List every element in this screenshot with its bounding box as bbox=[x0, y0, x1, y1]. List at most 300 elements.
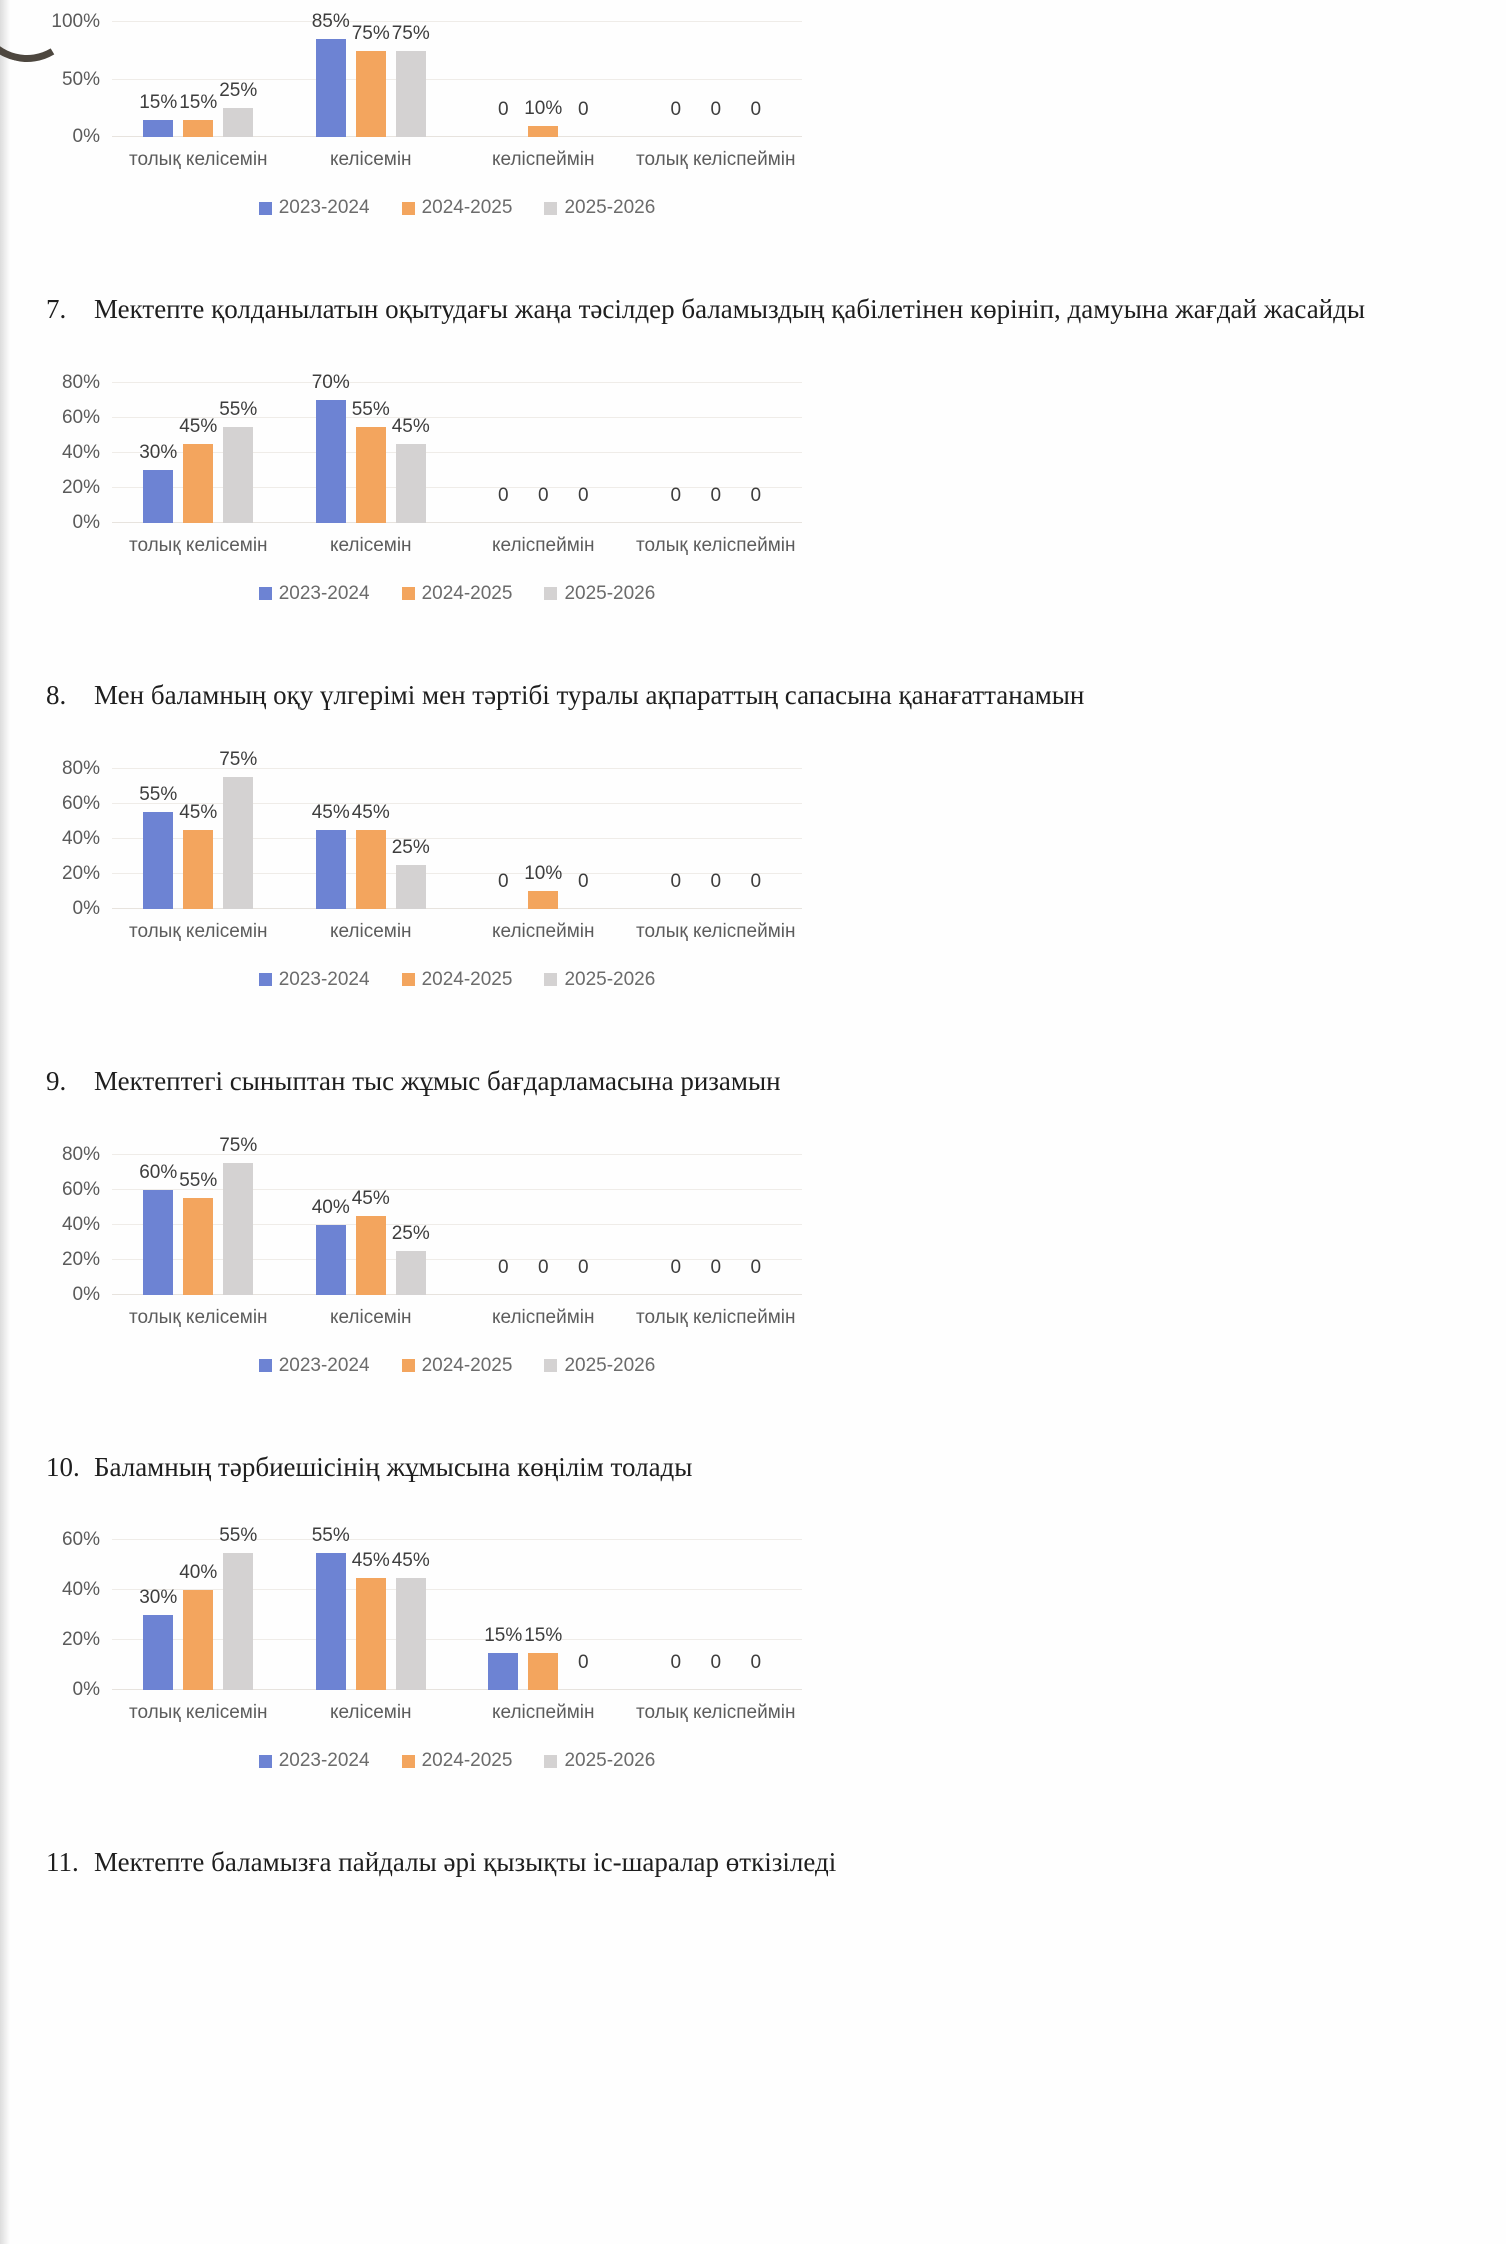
chart-block-question-9 bbox=[42, 1135, 1506, 1377]
plot-area bbox=[112, 11, 802, 137]
bar-series-2023-2024 bbox=[143, 120, 173, 137]
bar-slot bbox=[661, 1155, 691, 1295]
bar-value-label: 0 bbox=[577, 870, 589, 892]
plot-area bbox=[112, 1135, 802, 1295]
chart-legend bbox=[112, 1750, 802, 1772]
legend-marker bbox=[402, 202, 415, 215]
bar-value-label: 0 bbox=[710, 99, 722, 120]
bar-value-label: 70% bbox=[311, 372, 350, 394]
category-label: толық келісемін bbox=[128, 920, 268, 942]
category-label: келіспеймін bbox=[491, 1702, 595, 1724]
y-tick-label: 40% bbox=[61, 441, 100, 463]
category-group bbox=[285, 1155, 458, 1295]
bar-series-2024-2025 bbox=[356, 1578, 386, 1691]
y-tick-label: 40% bbox=[61, 827, 100, 849]
legend-item bbox=[544, 1750, 655, 1772]
y-tick-label: 20% bbox=[61, 862, 100, 884]
legend-marker bbox=[402, 1755, 415, 1768]
bar-value-label: 0 bbox=[537, 1256, 549, 1278]
chart-block-question-10 bbox=[42, 1524, 1506, 1772]
chart-legend bbox=[112, 969, 802, 991]
y-tick-label: 60% bbox=[61, 792, 100, 814]
question-number: 8. bbox=[46, 679, 67, 710]
y-tick-label: 100% bbox=[51, 11, 100, 32]
legend-label: 2024-2025 bbox=[421, 1750, 513, 1772]
bar-value-label: 45% bbox=[179, 801, 218, 823]
bar-slot bbox=[488, 383, 518, 523]
y-axis bbox=[42, 757, 112, 919]
legend-marker bbox=[544, 202, 557, 215]
bar-slot bbox=[219, 22, 258, 137]
legend-marker bbox=[544, 1755, 557, 1768]
bar-series-2025-2026 bbox=[223, 1553, 253, 1691]
y-tick-label: 60% bbox=[61, 406, 100, 428]
bar-value-label: 15% bbox=[179, 91, 218, 113]
bar-series-2024-2025 bbox=[528, 1653, 558, 1691]
chart-plot-row bbox=[42, 749, 1506, 919]
legend-label: 2025-2026 bbox=[564, 968, 656, 990]
bar-value-label: 0 bbox=[750, 484, 762, 506]
legend-label: 2024-2025 bbox=[421, 1354, 513, 1376]
bar-slot bbox=[219, 383, 258, 523]
bar-slot bbox=[568, 22, 598, 137]
legend-marker bbox=[402, 973, 415, 986]
bar-series-2024-2025 bbox=[183, 444, 213, 523]
bar-slot bbox=[528, 383, 558, 523]
bar-value-label: 40% bbox=[179, 1562, 218, 1584]
bar-value-label: 0 bbox=[670, 870, 682, 892]
bar-groups bbox=[112, 1524, 802, 1690]
bar-value-label: 0 bbox=[670, 1256, 682, 1278]
legend-label: 2024-2025 bbox=[421, 582, 513, 604]
category-label: келісемін bbox=[329, 920, 412, 942]
chart-block-question-6 bbox=[42, 11, 1506, 219]
category-label: келіспеймін bbox=[491, 149, 595, 170]
bar-slot bbox=[139, 383, 178, 523]
bar-slot bbox=[139, 22, 178, 137]
category-group bbox=[112, 383, 285, 523]
bar-value-label: 0 bbox=[670, 1652, 682, 1674]
bar-slot bbox=[661, 383, 691, 523]
bar-series-2025-2026 bbox=[396, 865, 426, 909]
category-group bbox=[630, 769, 803, 909]
bar-slot bbox=[701, 769, 731, 909]
bar-slot bbox=[391, 22, 430, 137]
legend-item bbox=[402, 1355, 513, 1377]
bar-value-label: 55% bbox=[179, 1170, 218, 1192]
legend-item bbox=[402, 969, 513, 991]
bar-slot bbox=[311, 1155, 350, 1295]
category-group bbox=[112, 1135, 285, 1295]
bar-slot bbox=[351, 1155, 390, 1295]
bar-value-label: 0 bbox=[497, 484, 509, 506]
bar-slot bbox=[351, 22, 390, 137]
question-number: 10. bbox=[46, 1451, 80, 1482]
category-labels bbox=[112, 149, 802, 171]
plot-area bbox=[112, 1524, 802, 1690]
legend-label: 2023-2024 bbox=[278, 1750, 370, 1772]
bar-slot bbox=[524, 769, 563, 909]
bar-value-label: 0 bbox=[670, 484, 682, 506]
bar-series-2023-2024 bbox=[143, 1615, 173, 1690]
category-labels bbox=[112, 1702, 802, 1724]
legend-marker bbox=[402, 1359, 415, 1372]
bar-series-2024-2025 bbox=[356, 51, 386, 137]
legend-item bbox=[402, 583, 513, 605]
bar-value-label: 55% bbox=[139, 784, 178, 806]
bar-value-label: 0 bbox=[710, 1652, 722, 1674]
legend-label: 2025-2026 bbox=[564, 1750, 656, 1772]
bar-slot bbox=[488, 769, 518, 909]
legend-item bbox=[402, 1750, 513, 1772]
bar-value-label: 40% bbox=[311, 1196, 350, 1218]
chart-plot-row bbox=[42, 371, 1506, 533]
legend-marker bbox=[402, 587, 415, 600]
legend-label: 2025-2026 bbox=[564, 1354, 656, 1376]
question-9 bbox=[46, 1061, 1506, 1103]
question-10 bbox=[46, 1447, 1506, 1489]
bar-value-label: 45% bbox=[391, 1549, 430, 1571]
scan-edge-shadow bbox=[0, 0, 10, 2244]
y-tick-label: 60% bbox=[61, 1529, 100, 1551]
bar-value-label: 0 bbox=[750, 1256, 762, 1278]
bar-series-2023-2024 bbox=[143, 812, 173, 908]
bar-slot bbox=[741, 769, 771, 909]
legend-marker bbox=[259, 973, 272, 986]
category-label: толық келісемін bbox=[128, 534, 268, 556]
bar-slot bbox=[219, 749, 258, 909]
bar-series-2024-2025 bbox=[528, 126, 558, 138]
bar-value-label: 85% bbox=[311, 11, 350, 33]
bar-value-label: 75% bbox=[219, 1135, 258, 1157]
legend-marker bbox=[544, 587, 557, 600]
y-tick-label: 0% bbox=[72, 126, 100, 147]
category-label: келісемін bbox=[329, 534, 412, 556]
legend-item bbox=[259, 583, 370, 605]
chart-legend bbox=[112, 197, 802, 219]
category-label: толық келіспеймін bbox=[636, 1702, 796, 1724]
bar-value-label: 75% bbox=[391, 22, 430, 44]
category-label: толық келіспеймін bbox=[636, 534, 796, 556]
category-group bbox=[112, 749, 285, 909]
question-8 bbox=[46, 675, 1506, 717]
chart-plot-row bbox=[42, 1524, 1506, 1701]
category-group bbox=[630, 1155, 803, 1295]
legend-label: 2025-2026 bbox=[564, 582, 656, 604]
bar-value-label: 15% bbox=[139, 91, 178, 113]
legend-label: 2023-2024 bbox=[278, 582, 370, 604]
category-group bbox=[630, 22, 803, 137]
question-text: Мен баламның оқу үлгерімі мен тәртібі туралы ақпараттың сапасына қанағаттанамын bbox=[94, 679, 1085, 710]
bar-value-label: 10% bbox=[524, 863, 563, 885]
question-text: Мектепте қолданылатын оқытудағы жаңа тәсілдер баламыздың қабілетінен көрініп, дамуына жағдай жасайды bbox=[94, 294, 1366, 324]
bar-value-label: 0 bbox=[710, 1256, 722, 1278]
y-tick-label: 0% bbox=[72, 1679, 100, 1701]
bar-slot bbox=[701, 1540, 731, 1690]
bar-value-label: 45% bbox=[351, 1187, 390, 1209]
bar-value-label: 55% bbox=[219, 1524, 258, 1546]
y-tick-label: 80% bbox=[61, 757, 100, 779]
bar-slot bbox=[701, 22, 731, 137]
y-tick-label: 80% bbox=[61, 1143, 100, 1165]
bar-series-2025-2026 bbox=[396, 1251, 426, 1295]
bar-series-2023-2024 bbox=[488, 1653, 518, 1691]
bar-chart-question-6 bbox=[42, 11, 1506, 219]
bar-slot bbox=[661, 1540, 691, 1690]
category-label: келіспеймін bbox=[491, 1306, 595, 1328]
bar-slot bbox=[351, 383, 390, 523]
bar-value-label: 0 bbox=[750, 99, 762, 120]
category-group bbox=[457, 769, 630, 909]
legend-marker bbox=[259, 202, 272, 215]
bar-value-label: 0 bbox=[670, 99, 682, 120]
bar-value-label: 0 bbox=[537, 484, 549, 506]
plot-area bbox=[112, 372, 802, 523]
category-group bbox=[285, 769, 458, 909]
bar-slot bbox=[741, 383, 771, 523]
chart-block-question-8 bbox=[42, 749, 1506, 991]
legend-marker bbox=[259, 587, 272, 600]
bar-series-2024-2025 bbox=[356, 830, 386, 909]
bar-series-2024-2025 bbox=[183, 120, 213, 137]
bar-series-2023-2024 bbox=[316, 1553, 346, 1691]
bar-value-label: 10% bbox=[524, 97, 563, 119]
y-tick-label: 20% bbox=[61, 1248, 100, 1270]
bar-series-2025-2026 bbox=[223, 108, 253, 137]
bar-value-label: 0 bbox=[710, 870, 722, 892]
chart-legend bbox=[112, 1355, 802, 1377]
category-group bbox=[457, 1540, 630, 1690]
bar-value-label: 55% bbox=[219, 398, 258, 420]
category-label: келісемін bbox=[329, 1702, 412, 1724]
bar-value-label: 0 bbox=[750, 870, 762, 892]
bar-slot bbox=[524, 1540, 563, 1690]
bar-slot bbox=[741, 1540, 771, 1690]
category-label: толық келісемін bbox=[128, 1306, 268, 1328]
bar-value-label: 0 bbox=[577, 1256, 589, 1278]
category-label: толық келісемін bbox=[128, 1702, 268, 1724]
bar-value-label: 75% bbox=[219, 749, 258, 771]
bar-series-2025-2026 bbox=[223, 777, 253, 908]
bar-value-label: 30% bbox=[139, 1587, 178, 1609]
category-group bbox=[112, 22, 285, 137]
bar-slot bbox=[484, 1540, 523, 1690]
chart-plot-row bbox=[42, 1135, 1506, 1305]
bar-slot bbox=[311, 11, 350, 137]
question-number: 11. bbox=[46, 1847, 79, 1878]
y-tick-label: 20% bbox=[61, 476, 100, 498]
bar-series-2024-2025 bbox=[183, 1590, 213, 1690]
category-group bbox=[112, 1524, 285, 1690]
bar-chart-question-9 bbox=[42, 1135, 1506, 1377]
y-tick-label: 0% bbox=[72, 1283, 100, 1305]
category-label: келіспеймін bbox=[491, 534, 595, 556]
bar-value-label: 0 bbox=[497, 99, 509, 120]
bar-slot bbox=[139, 769, 178, 909]
bar-value-label: 0 bbox=[497, 870, 509, 892]
bar-series-2024-2025 bbox=[356, 427, 386, 523]
bar-chart-question-10 bbox=[42, 1524, 1506, 1772]
bar-slot bbox=[488, 22, 518, 137]
category-group bbox=[630, 383, 803, 523]
bar-slot bbox=[179, 22, 218, 137]
bar-value-label: 0 bbox=[577, 1652, 589, 1674]
y-tick-label: 50% bbox=[61, 68, 100, 90]
category-label: толық келіспеймін bbox=[636, 920, 796, 942]
legend-item bbox=[259, 197, 370, 219]
bar-value-label: 0 bbox=[710, 484, 722, 506]
bar-chart-question-8 bbox=[42, 749, 1506, 991]
bar-slot bbox=[179, 769, 218, 909]
legend-label: 2023-2024 bbox=[278, 197, 370, 218]
legend-label: 2024-2025 bbox=[421, 968, 513, 990]
bar-value-label: 30% bbox=[139, 442, 178, 464]
category-group bbox=[285, 11, 458, 137]
question-text: Мектепте баламызға пайдалы әрі қызықты іс-шаралар өткізіледі bbox=[94, 1847, 837, 1878]
bar-series-2024-2025 bbox=[356, 1216, 386, 1295]
bar-slot bbox=[701, 1155, 731, 1295]
bar-series-2024-2025 bbox=[528, 891, 558, 909]
bar-value-label: 25% bbox=[391, 1222, 430, 1244]
bar-value-label: 25% bbox=[219, 80, 258, 102]
bar-slot bbox=[661, 769, 691, 909]
bar-slot bbox=[139, 1155, 178, 1295]
bar-slot bbox=[568, 1540, 598, 1690]
category-label: толық келісемін bbox=[128, 149, 268, 170]
legend-item bbox=[259, 1750, 370, 1772]
legend-item bbox=[402, 197, 513, 219]
bar-slot bbox=[568, 769, 598, 909]
bar-value-label: 45% bbox=[179, 416, 218, 438]
bar-slot bbox=[139, 1540, 178, 1690]
legend-marker bbox=[544, 973, 557, 986]
question-11 bbox=[46, 1842, 1506, 1884]
bar-slot bbox=[524, 22, 563, 137]
bar-series-2024-2025 bbox=[183, 830, 213, 909]
legend-label: 2023-2024 bbox=[278, 1354, 370, 1376]
bar-slot bbox=[528, 1155, 558, 1295]
y-tick-label: 0% bbox=[72, 897, 100, 919]
bar-value-label: 45% bbox=[391, 416, 430, 438]
plot-area bbox=[112, 749, 802, 909]
bar-slot bbox=[391, 1540, 430, 1690]
y-axis bbox=[42, 11, 112, 147]
question-text: Баламның тәрбиешісінің жұмысына көңілім толады bbox=[94, 1451, 693, 1482]
legend-marker bbox=[259, 1755, 272, 1768]
category-label: келісемін bbox=[329, 1306, 412, 1328]
legend-label: 2023-2024 bbox=[278, 968, 370, 990]
bar-value-label: 45% bbox=[351, 801, 390, 823]
category-label: келісемін bbox=[329, 149, 412, 170]
bar-series-2023-2024 bbox=[316, 1225, 346, 1295]
bar-groups bbox=[112, 749, 802, 909]
bar-groups bbox=[112, 1135, 802, 1295]
bar-slot bbox=[488, 1155, 518, 1295]
y-axis bbox=[42, 1143, 112, 1305]
bar-groups bbox=[112, 372, 802, 523]
y-axis bbox=[42, 371, 112, 533]
bar-series-2023-2024 bbox=[316, 400, 346, 523]
bar-value-label: 75% bbox=[351, 22, 390, 44]
bar-series-2023-2024 bbox=[316, 39, 346, 137]
bar-series-2025-2026 bbox=[396, 1578, 426, 1691]
bar-series-2024-2025 bbox=[183, 1198, 213, 1294]
category-labels bbox=[112, 1307, 802, 1329]
legend-label: 2024-2025 bbox=[421, 197, 513, 218]
legend-item bbox=[544, 969, 655, 991]
bar-series-2023-2024 bbox=[316, 830, 346, 909]
question-text: Мектептегі сыныптан тыс жұмыс бағдарламасына ризамын bbox=[94, 1065, 781, 1096]
bar-slot bbox=[311, 1524, 350, 1690]
question-number: 9. bbox=[46, 1065, 67, 1096]
y-axis bbox=[42, 1529, 112, 1701]
bar-value-label: 15% bbox=[524, 1624, 563, 1646]
bar-value-label: 25% bbox=[391, 836, 430, 858]
bar-series-2025-2026 bbox=[223, 1163, 253, 1294]
y-tick-label: 40% bbox=[61, 1213, 100, 1235]
category-group bbox=[457, 383, 630, 523]
bar-slot bbox=[311, 769, 350, 909]
legend-marker bbox=[544, 1359, 557, 1372]
legend-item bbox=[544, 583, 655, 605]
bar-series-2023-2024 bbox=[143, 1190, 173, 1295]
y-tick-label: 40% bbox=[61, 1579, 100, 1601]
y-tick-label: 20% bbox=[61, 1629, 100, 1651]
bar-value-label: 0 bbox=[577, 484, 589, 506]
bar-slot bbox=[568, 383, 598, 523]
legend-marker bbox=[259, 1359, 272, 1372]
legend-item bbox=[544, 1355, 655, 1377]
bar-value-label: 45% bbox=[351, 1549, 390, 1571]
bar-slot bbox=[351, 1540, 390, 1690]
question-number: 7. bbox=[46, 294, 67, 324]
bar-slot bbox=[701, 383, 731, 523]
chart-legend bbox=[112, 583, 802, 605]
legend-label: 2025-2026 bbox=[564, 197, 656, 218]
legend-item bbox=[259, 1355, 370, 1377]
bar-slot bbox=[568, 1155, 598, 1295]
category-group bbox=[285, 372, 458, 523]
bar-series-2023-2024 bbox=[143, 470, 173, 523]
bar-value-label: 0 bbox=[750, 1652, 762, 1674]
bar-groups bbox=[112, 11, 802, 137]
bar-slot bbox=[219, 1135, 258, 1295]
category-group bbox=[285, 1524, 458, 1690]
category-group bbox=[457, 1155, 630, 1295]
bar-value-label: 0 bbox=[577, 99, 589, 120]
legend-item bbox=[544, 197, 655, 219]
bar-slot bbox=[391, 383, 430, 523]
y-tick-label: 60% bbox=[61, 1178, 100, 1200]
bar-value-label: 55% bbox=[311, 1524, 350, 1546]
bar-value-label: 60% bbox=[139, 1161, 178, 1183]
category-labels bbox=[112, 535, 802, 557]
bar-series-2025-2026 bbox=[396, 51, 426, 137]
bar-slot bbox=[661, 22, 691, 137]
category-label: келіспеймін bbox=[491, 920, 595, 942]
bar-slot bbox=[179, 383, 218, 523]
bar-slot bbox=[391, 769, 430, 909]
bar-slot bbox=[351, 769, 390, 909]
chart-plot-row bbox=[42, 11, 1506, 147]
bar-slot bbox=[391, 1155, 430, 1295]
bar-value-label: 55% bbox=[351, 398, 390, 420]
bar-slot bbox=[741, 22, 771, 137]
bar-chart-question-7 bbox=[42, 371, 1506, 605]
bar-slot bbox=[741, 1155, 771, 1295]
bar-value-label: 45% bbox=[311, 801, 350, 823]
question-7 bbox=[46, 289, 1506, 331]
